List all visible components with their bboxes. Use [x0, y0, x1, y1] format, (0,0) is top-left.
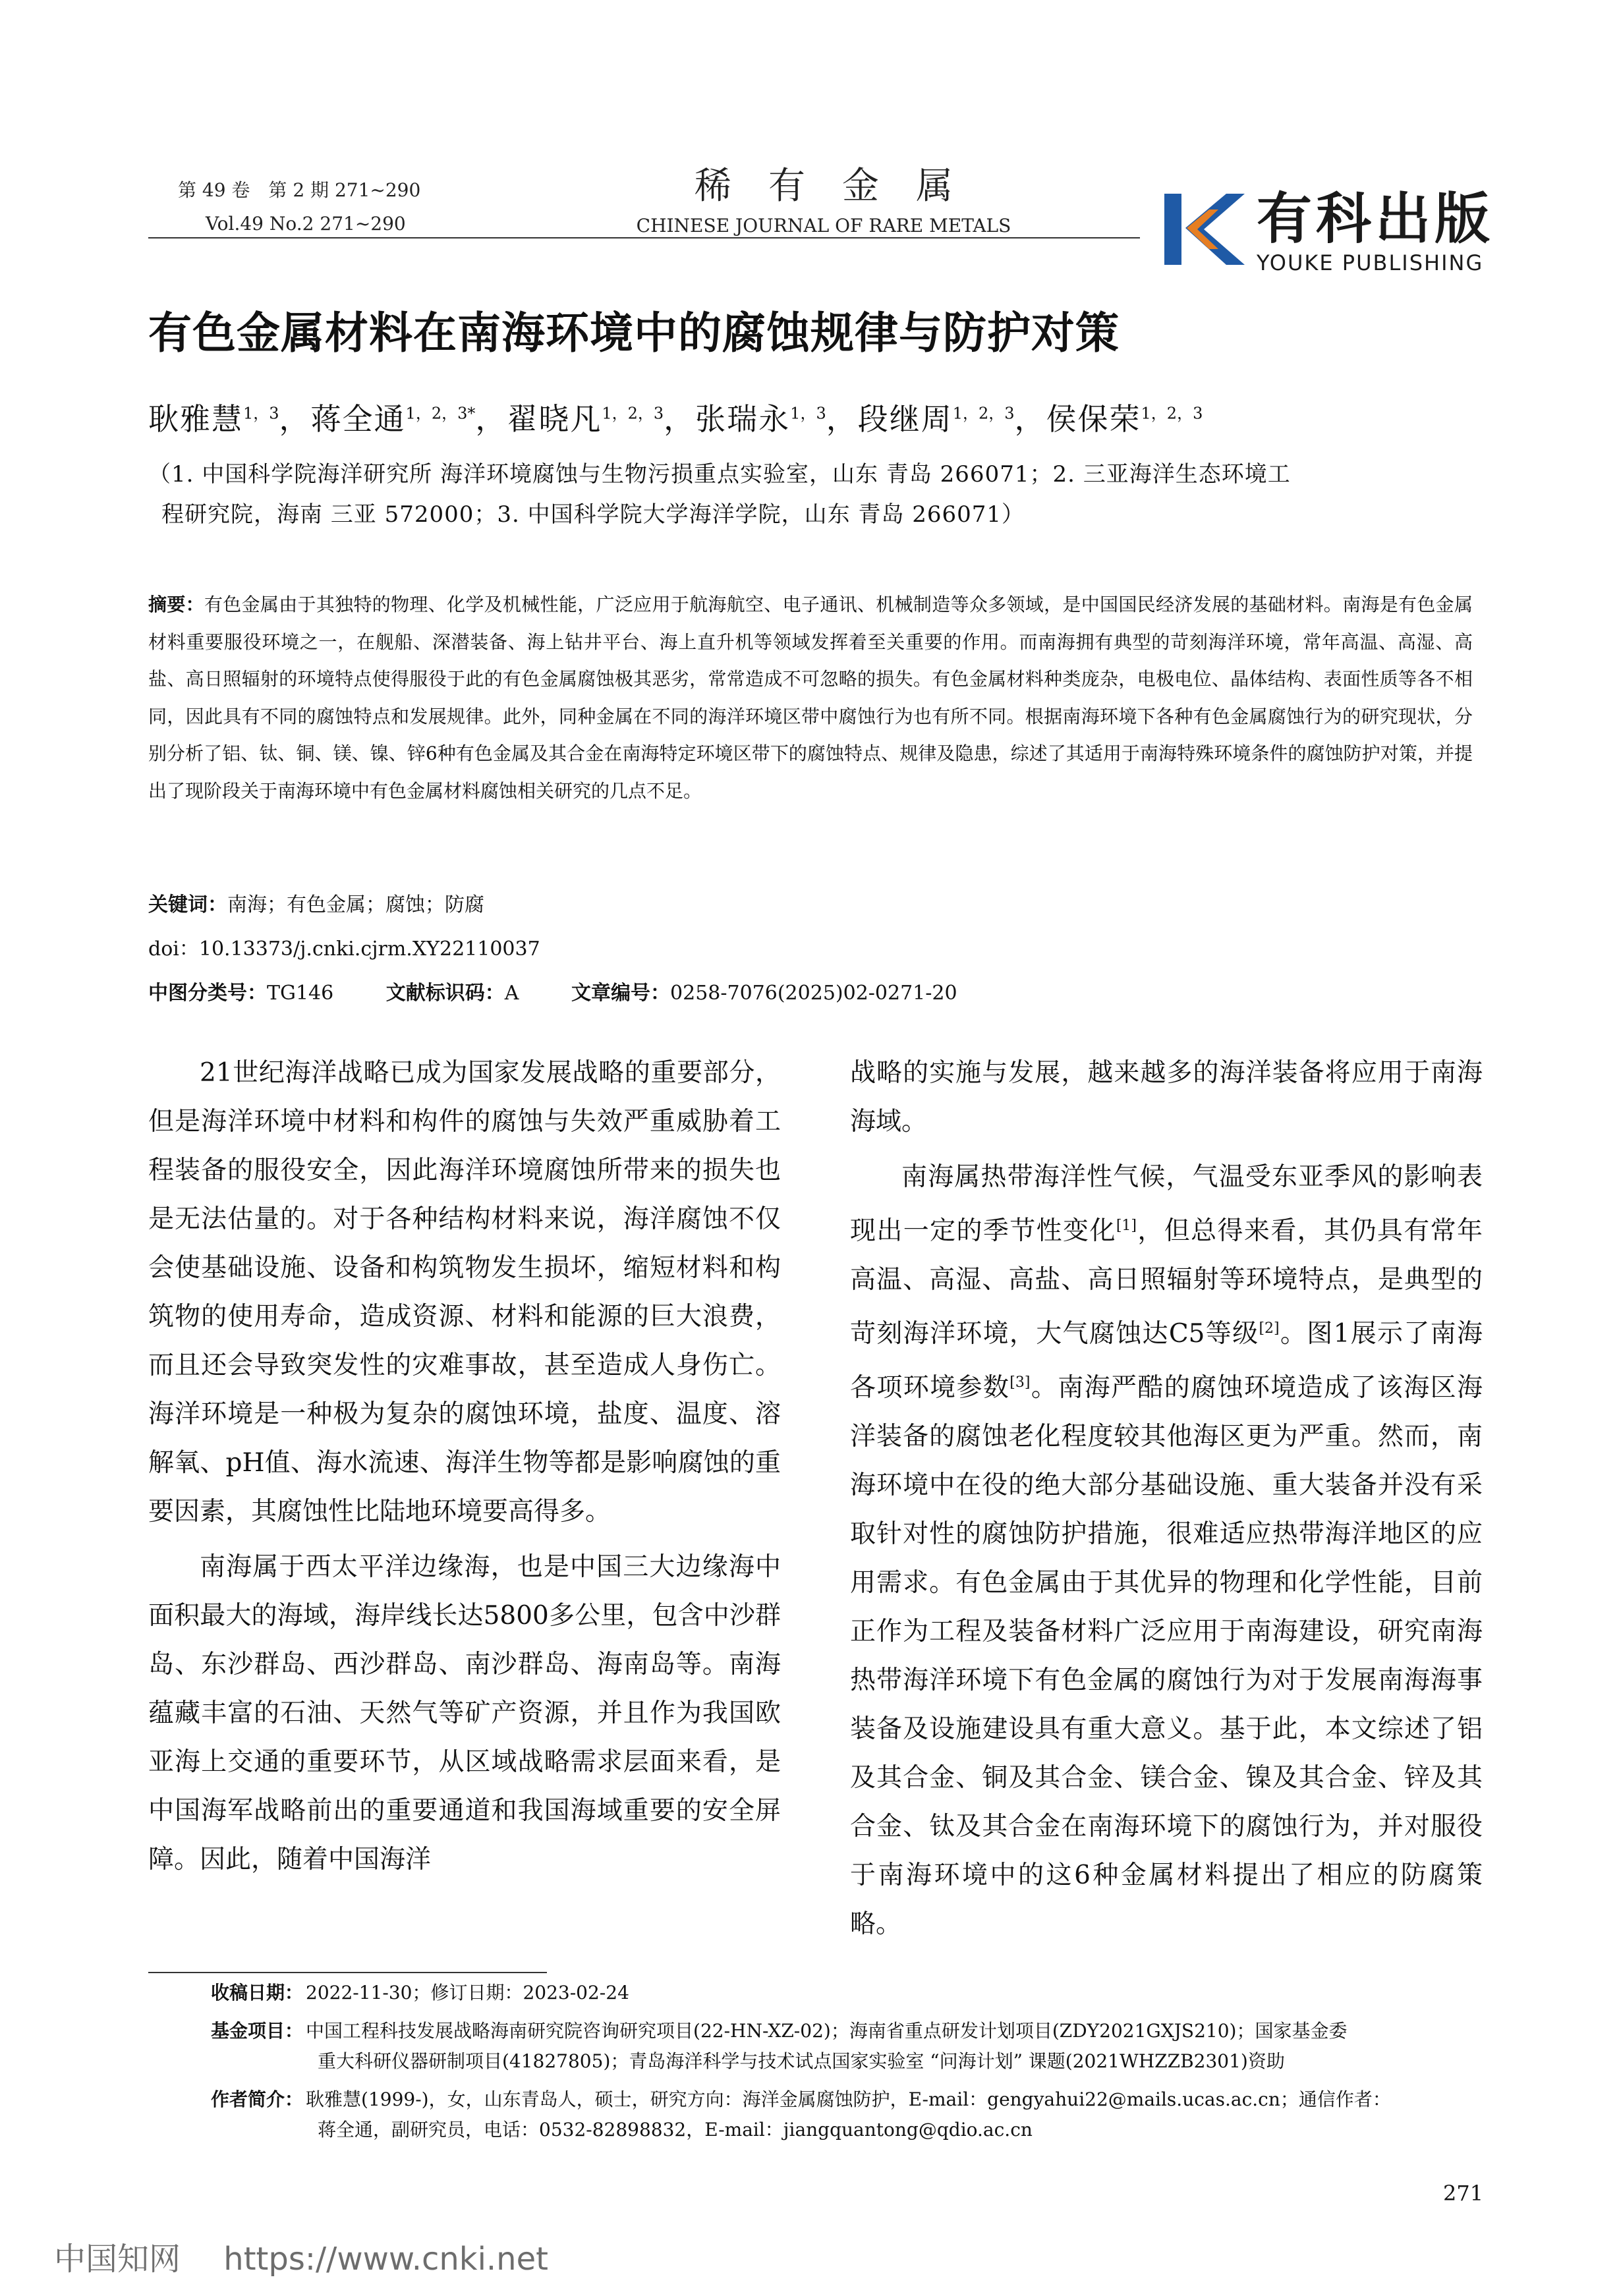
footnote-rule: [148, 1972, 547, 1973]
author-affil-sup: 1，2，3: [1141, 404, 1203, 423]
fund-text: 重大科研仪器研制项目(41827805)；青岛海洋科学与技术试点国家实验室 “问海计划” 课题(2021WHZZB2301)资助: [318, 2050, 1285, 2072]
citation-ref[interactable]: [1]: [1116, 1218, 1137, 1234]
doi: [148, 932, 540, 961]
author-name: 段继周: [857, 401, 953, 437]
cnki-url[interactable]: https://www.cnki.net: [223, 2241, 548, 2278]
doi-link[interactable]: 10.13373/j.cnki.cjrm.XY22110037: [198, 938, 540, 961]
body-text: 。图1展示了南海各项环境参数: [850, 1319, 1483, 1403]
body-paragraph: [850, 1153, 1483, 1949]
fund-label: 基金项目：: [211, 2020, 304, 2042]
article-no-value: 0258-7076(2025)02-0271-20: [670, 982, 957, 1005]
footnote-author: [211, 2085, 1479, 2145]
body-text: ，但总得来看，其仍具有常年高温、高湿、高盐、高日照辐射等环境特点，是典型的苛刻海洋环境，大气腐蚀达C5等级: [850, 1216, 1483, 1349]
keywords-label: 关键词：: [148, 893, 227, 916]
abstract-label: 摘要：: [148, 594, 204, 615]
publisher-name-cn: 有科出版: [1257, 186, 1494, 251]
issue-en: Vol.49 No.2 271~290: [206, 213, 406, 235]
clc-value: TG146: [267, 982, 334, 1005]
journal-title-cn: 稀 有 金 属: [695, 165, 953, 208]
abstract-text: 有色金属由于其独特的物理、化学及机械性能，广泛应用于航海航空、电子通讯、机械制造等众多领域，是中国国民经济发展的基础材料。南海是有色金属材料重要服役环境之一，在舰船、深潜装备、海上钻井平台、海上直升机等领域发挥着至关重要的作用。而南海拥有典型的苛刻海洋环境，常年高温、高湿、高盐、高日照辐射的环境特点使得服役于此的有色金属腐蚀极其恶劣，常常造成不可忽略的损失。有色金属材料种类庞杂，电极电位、晶体结构、表面性质等各不相同，因此具有不同的腐蚀特点和发展规律。此外，同种金属在不同的海洋环境区带中腐蚀行为也有所不同。根据南海环境下各种有色金属腐蚀行为的研究现状，分别分析了铝、钛、铜、镁、镍、锌6种有色金属及其合金在南海特定环境区带下的腐蚀特点、规律及隐患，综述了其适用于南海特殊环境条件的腐蚀防护对策，并提出了现阶段关于南海环境中有色金属材料腐蚀相关研究的几点不足。: [148, 594, 1473, 802]
body-paragraph: 战略的实施与发展，越来越多的海洋装备将应用于南海海域。: [850, 1058, 1483, 1136]
author-affil-sup: 1，2，3: [602, 404, 664, 423]
page-number: 271: [1443, 2181, 1484, 2206]
keywords-text: 南海；有色金属；腐蚀；防腐: [227, 893, 484, 916]
author-affil-sup: 1，3: [790, 404, 826, 423]
body-paragraph: 南海属于西太平洋边缘海，也是中国三大边缘海中面积最大的海域，海岸线长达5800多公里，包含中沙群岛、东沙群岛、西沙群岛、南沙群岛、海南岛等。南海蕴藏丰富的石油、天然气等矿产资源，并且作为我国欧亚海上交通的重要环节，从区域战略需求层面来看，是中国海军战略前出的重要通道和我国海域重要的安全屏障。因此，随着中国海洋: [148, 1552, 781, 1874]
author-list: 耿雅慧$^{1,3}$，蒋全通$^{1,2,3*}$，翟晓凡$^{1,2,3}$，张瑞永$^{1,3}$，段继周$^{1,2,3}$，侯保荣$^{1,2,3}$: [148, 401, 1203, 437]
author-name: 侯保荣: [1046, 401, 1141, 437]
article-no-label: 文章编号：: [571, 982, 671, 1005]
author-name: 蒋全通: [310, 401, 406, 437]
affiliation-line: （1. 中国科学院海洋研究所 海洋环境腐蚀与生物污损重点实验室，山东 青岛 266071；2. 三亚海洋生态环境工: [148, 461, 1291, 488]
author-affil-sup: 1，2，3: [952, 404, 1015, 423]
cnki-brand: 中国知网: [54, 2241, 181, 2278]
body-left-column: [148, 1049, 781, 1884]
dates-value: 2022-11-30；修订日期：2023-02-24: [306, 1982, 629, 2003]
clc-label: 中图分类号：: [148, 982, 267, 1005]
dates-label: 收稿日期：: [211, 1982, 304, 2003]
body-text: 。南海严酷的腐蚀环境造成了该海区海洋装备的腐蚀老化程度较其他海区更为严重。然而，南海环境中在役的绝大部分基础设施、重大装备并没有采取针对性的腐蚀防护措施，很难适应热带海洋地区的应用需求。有色金属由于其优异的物理和化学性能，目前正作为工程及装备材料广泛应用于南海建设，研究南海热带海洋环境下有色金属的腐蚀行为对于发展南海海事装备及设施建设具有重大意义。基于此，本文综述了铝及其合金、铜及其合金、镁合金、镍及其合金、锌及其合金、钛及其合金在南海环境下的腐蚀行为，并对服役于南海环境中的这6种金属材料提出了相应的防腐策略。: [850, 1373, 1483, 1939]
footnote-fund: [211, 2016, 1479, 2077]
fund-text: 中国工程科技发展战略海南研究院咨询研究项目(22-HN-XZ-02)；海南省重点研发计划项目(ZDY2021GXJS210)；国家基金委: [306, 2020, 1348, 2042]
publisher-logo: [1163, 186, 1494, 275]
journal-title-en: CHINESE JOURNAL OF RARE METALS: [636, 215, 1011, 237]
affiliations: [148, 455, 1473, 535]
citation-ref[interactable]: [3]: [1009, 1374, 1031, 1391]
classification-line: [148, 976, 1473, 1005]
body-right-column: [850, 1049, 1483, 1949]
publisher-name-en: YOUKE PUBLISHING: [1257, 250, 1484, 275]
citation-ref[interactable]: [2]: [1259, 1320, 1280, 1337]
footnote-dates: [211, 1978, 1473, 2008]
author-affil-sup: 1，2，3*: [405, 404, 476, 423]
header-rule: [148, 237, 1140, 238]
article-title: 有色金属材料在南海环境中的腐蚀规律与防护对策: [148, 308, 1120, 358]
body-text: 南海属热带海洋性气候，气温受东亚季风的影响表现出一定的季节性变化: [850, 1162, 1483, 1246]
youke-logo-icon: [1163, 191, 1247, 267]
affiliation-line: 程研究院，海南 三亚 572000；3. 中国科学院大学海洋学院，山东 青岛 266071）: [161, 501, 1025, 528]
author-affil-sup: 1，3: [243, 404, 279, 423]
issue-cn: 第 49 卷 第 2 期 271~290: [178, 179, 421, 201]
author-name: 张瑞永: [695, 401, 791, 437]
cnki-watermark: [54, 2233, 548, 2279]
author-bio-text: 蒋全通，副研究员，电话：0532-82898832，E-mail：jiangquantong@qdio.ac.cn: [318, 2119, 1033, 2141]
doi-label: doi：: [148, 938, 199, 961]
keywords: [148, 888, 484, 917]
author-bio-text: 耿雅慧(1999-)，女，山东青岛人，硕士，研究方向：海洋金属腐蚀防护，E-mail：gengyahui22@mails.ucas.ac.cn；通信作者：: [306, 2088, 1391, 2110]
author-bio-label: 作者简介：: [211, 2088, 304, 2110]
doc-code-value: A: [504, 982, 519, 1005]
author-name: 耿雅慧: [148, 401, 243, 437]
author-name: 翟晓凡: [507, 401, 602, 437]
abstract: [148, 586, 1473, 810]
doc-code-label: 文献标识码：: [385, 982, 505, 1005]
body-paragraph: 21世纪海洋战略已成为国家发展战略的重要部分，但是海洋环境中材料和构件的腐蚀与失效严重威胁着工程装备的服役安全，因此海洋环境腐蚀所带来的损失也是无法估量的。对于各种结构材料来说，海洋腐蚀不仅会使基础设施、设备和构筑物发生损坏，缩短材料和构筑物的使用寿命，造成资源、材料和能源的巨大浪费，而且还会导致突发性的灾难事故，甚至造成人身伤亡。海洋环境是一种极为复杂的腐蚀环境，盐度、温度、溶解氧、pH值、海水流速、海洋生物等都是影响腐蚀的重要因素，其腐蚀性比陆地环境要高得多。: [148, 1058, 781, 1526]
